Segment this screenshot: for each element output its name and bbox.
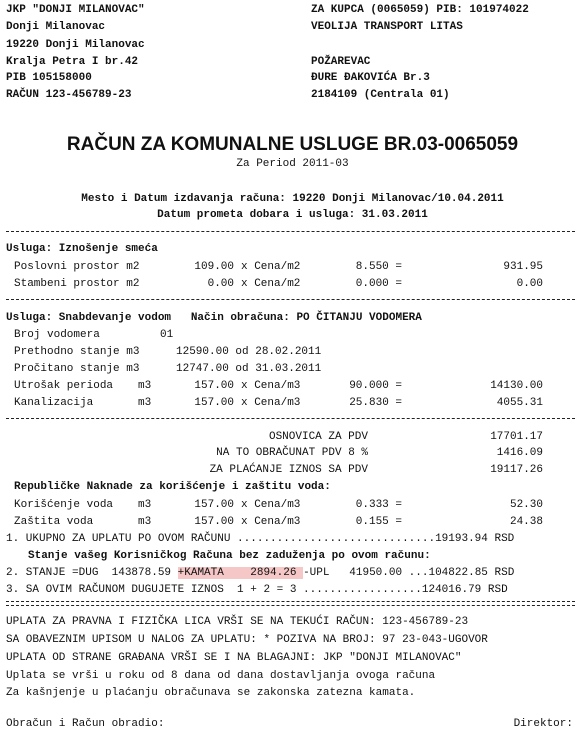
vat-base-value: 17701.17 [490,431,543,443]
row-label: Korišćenje voda [14,499,114,511]
row-unit-price-label: x Cena/m3 [241,516,301,528]
buyer-header: ZA KUPCA (0065059) PIB: 101974022 [311,4,529,16]
balance-line [6,567,514,580]
total-with-vat-value: 19117.26 [490,464,543,476]
republic-fees-header: Republičke Naknade za korišćenje i zaštitu voda: [14,481,331,493]
row-unit-price-label: x Cena/m2 [241,278,301,290]
seller-pib: PIB 105158000 [6,72,92,84]
row-unit: m3 [138,499,152,511]
row-amount: 14130.00 [490,380,543,392]
turnover-date: Datum prometa dobara i usluga: 31.03.2011 [157,209,428,221]
water-header: Usluga: Snabdevanje vodom Način obračuna: PO ČITANJU VODOMERA [6,312,422,324]
row-unit-price-label: x Cena/m2 [241,261,301,273]
vat-value: 1416.09 [496,447,543,459]
divider [6,231,575,232]
total-due-line: 1. UKUPNO ZA UPLATU PO OVOM RAČUNU ..............................19193.94 RSD [6,533,515,545]
seller-account: RAČUN 123-456789-23 [6,89,132,101]
buyer-name: VEOLIJA TRANSPORT LITAS [311,21,463,33]
row-amount: 931.95 [503,261,543,273]
document-period: Za Period 2011-03 [236,158,349,170]
row-unit: m3 [138,380,152,392]
row-price: 0.155 = [355,516,402,528]
interest-highlight: +KAMATA 2894.26 [177,567,304,579]
note-line: UPLATA ZA PRAVNA I FIZIČKA LICA VRŠI SE NA TEKUĆI RAČUN: 123-456789-23 [6,616,469,628]
previous-reading-label: Prethodno stanje m3 [14,346,140,358]
vat-label: NA TO OBRAČUNAT PDV 8 % [216,447,368,459]
seller-postal: 19220 Donji Milanovac [6,39,145,51]
current-reading-value: 12747.00 od 31.03.2011 [176,363,322,375]
row-price: 25.830 = [349,397,402,409]
row-unit: m3 [138,516,152,528]
row-qty: 109.00 [194,261,234,273]
row-price: 0.000 = [355,278,402,290]
balance-debt: 2. STANJE =DUG 143878.59 [6,567,178,579]
meter-value: 01 [160,329,174,341]
grand-total-line: 3. SA OVIM RAČUNOM DUGUJETE IZNOS 1 + 2 = 3 ..................124016.79 RSD [6,584,508,596]
current-reading-label: Pročitano stanje m3 [14,363,140,375]
row-amount: 24.38 [509,516,543,528]
row-label: Poslovni prostor m2 [14,261,140,273]
row-label: Utrošak perioda [14,380,114,392]
row-price: 90.000 = [349,380,402,392]
total-with-vat-label: ZA PLAĆANJE IZNOS SA PDV [209,464,368,476]
buyer-phone: 2184109 (Centrala 01) [311,89,450,101]
issue-info: Mesto i Datum izdavanja računa: 19220 Donji Milanovac/10.04.2011 [81,193,504,205]
row-amount: 4055.31 [496,397,543,409]
seller-street: Kralja Petra I br.42 [6,56,139,68]
divider [6,418,575,419]
row-unit-price-label: x Cena/m3 [241,499,301,511]
note-line: Uplata se vrši u roku od 8 dana od dana dostavljanja ovoga računa [6,670,436,682]
note-line: UPLATA OD STRANE GRAĐANA VRŠI SE I NA BLAGAJNI: JKP "DONJI MILANOVAC" [6,652,462,664]
director-label: Direktor: [513,718,573,730]
row-unit: m3 [138,397,152,409]
vat-base-label: OSNOVICA ZA PDV [268,431,368,443]
double-divider [6,601,575,606]
row-unit-price-label: x Cena/m3 [241,380,301,392]
buyer-city: POŽAREVAC [311,56,371,68]
meter-label: Broj vodomera [14,329,100,341]
row-price: 8.550 = [355,261,402,273]
waste-header: Usluga: Iznošenje smeća [6,243,158,255]
note-line: Za kašnjenje u plaćanju obračunava se zakonska zatezna kamata. [6,687,416,699]
row-price: 0.333 = [355,499,402,511]
row-label: Stambeni prostor m2 [14,278,140,290]
row-label: Zaštita voda [14,516,94,528]
previous-reading-value: 12590.00 od 28.02.2011 [176,346,322,358]
row-qty: 0.00 [207,278,234,290]
row-label: Kanalizacija [14,397,94,409]
balance-payments: -UPL 41950.00 ...104822.85 RSD [303,567,515,579]
row-qty: 157.00 [194,380,234,392]
divider [6,299,575,300]
row-qty: 157.00 [194,499,234,511]
document-title: RAČUN ZA KOMUNALNE USLUGE BR.03-0065059 [66,134,519,155]
account-state-header: Stanje vašeg Korisničkog Računa bez zaduženja po ovom računu: [28,550,431,562]
row-amount: 52.30 [509,499,543,511]
row-qty: 157.00 [194,397,234,409]
buyer-street: ĐURE ĐAKOVIĆA Br.3 [311,72,430,84]
row-unit-price-label: x Cena/m3 [241,397,301,409]
row-qty: 157.00 [194,516,234,528]
note-line: SA OBAVEZNIM UPISOM U NALOG ZA UPLATU: * POZIVA NA BROJ: 97 23-043-UGOVOR [6,634,488,646]
seller-place: Donji Milanovac [6,21,106,33]
seller-name: JKP "DONJI MILANOVAC" [6,4,145,16]
row-amount: 0.00 [516,278,543,290]
processed-by-label: Obračun i Račun obradio: [6,718,165,730]
